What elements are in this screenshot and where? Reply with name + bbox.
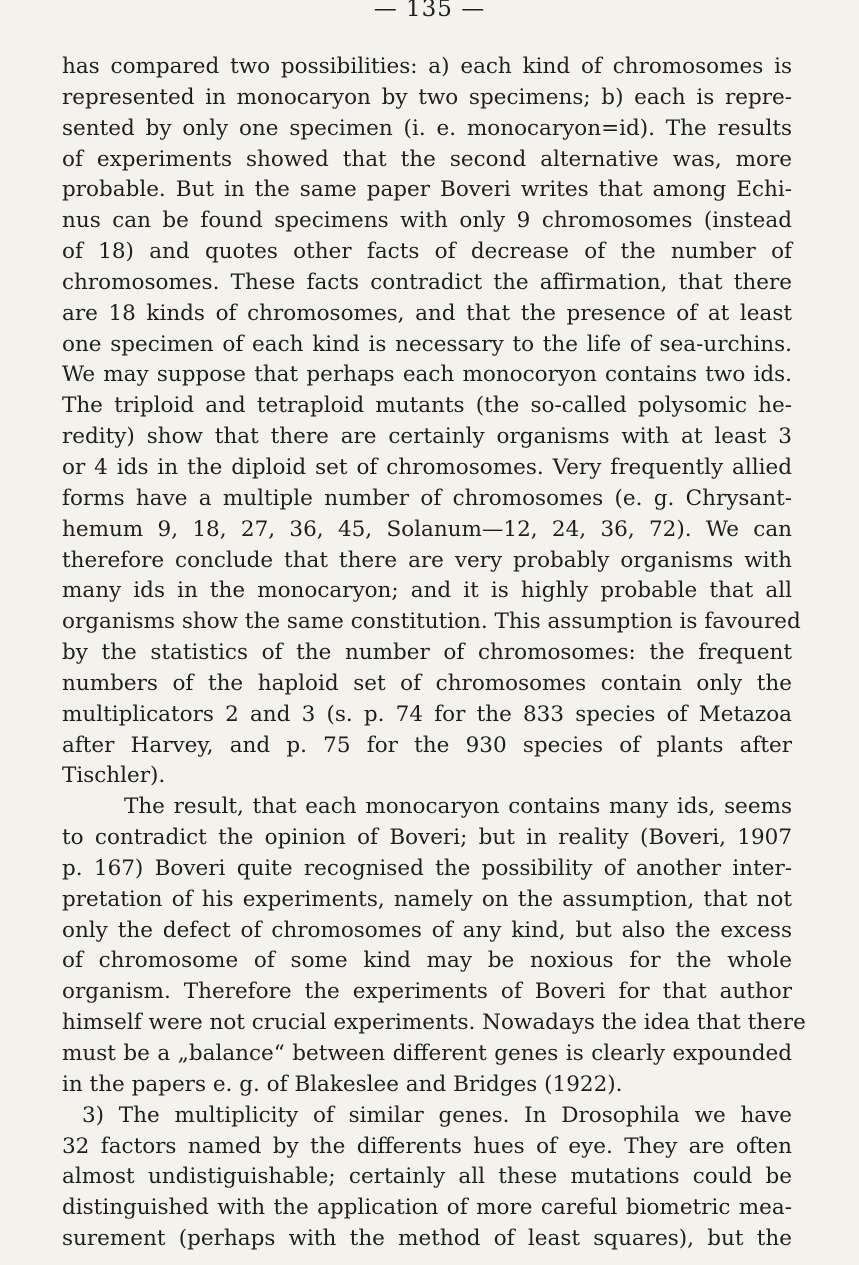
text-line: redity) show that there are certainly organisms with at least 3 — [62, 424, 792, 450]
text-line: We may suppose that perhaps each monocoryon contains two ids. — [62, 362, 792, 388]
text-line: of 18) and quotes other facts of decrease of the number of — [62, 239, 792, 265]
text-line: to contradict the opinion of Boveri; but in reality (Boveri, 1907 — [62, 825, 792, 851]
text-line: nus can be found specimens with only 9 chromosomes (instead — [62, 208, 792, 234]
text-line: hemum 9, 18, 27, 36, 45, Solanum—12, 24, 36, 72). We can — [62, 516, 792, 542]
text-line: pretation of his experiments, namely on the assumption, that not — [62, 886, 792, 912]
page-number: — 135 — — [373, 0, 486, 22]
text-line: chromosomes. These facts contradict the affirmation, that there — [62, 269, 792, 295]
text-line: distinguished with the application of more careful biometric mea- — [62, 1195, 792, 1221]
text-line: sented by only one specimen (i. e. monocaryon=id). The results — [62, 115, 792, 141]
text-line: surement (perhaps with the method of least squares), but the — [62, 1226, 792, 1252]
text-line: 3) The multiplicity of similar genes. In Drosophila we have — [82, 1102, 792, 1128]
text-line: The result, that each monocaryon contains many ids, seems — [124, 794, 792, 820]
text-line: organism. Therefore the experiments of Boveri for that author — [62, 979, 792, 1005]
text-line: in the papers e. g. of Blakeslee and Bridges (1922). — [62, 1071, 623, 1097]
text-line: by the statistics of the number of chromosomes: the frequent — [62, 640, 792, 666]
text-line: are 18 kinds of chromosomes, and that the presence of at least — [62, 300, 792, 326]
text-line: one specimen of each kind is necessary to the life of sea-urchins. — [62, 331, 792, 357]
text-line: represented in monocaryon by two specimens; b) each is repre- — [62, 84, 792, 110]
text-line: must be a „balance“ between different genes is clearly expounded — [62, 1041, 792, 1066]
body-text — [62, 52, 806, 1255]
text-line: only the defect of chromosomes of any kind, but also the excess — [62, 917, 792, 943]
text-line: has compared two possibilities: a) each kind of chromosomes is — [62, 54, 792, 79]
text-line: therefore conclude that there are very probably organisms with — [62, 547, 792, 573]
text-line: multiplicators 2 and 3 (s. p. 74 for the 833 species of Metazoa — [62, 701, 792, 727]
text-line: of experiments showed that the second alternative was, more — [62, 146, 792, 172]
text-line: forms have a multiple number of chromosomes (e. g. Chrysant- — [62, 485, 792, 511]
text-line: numbers of the haploid set of chromosomes contain only the — [62, 670, 792, 696]
text-line: after Harvey, and p. 75 for the 930 species of plants after — [62, 732, 792, 758]
text-line: himself were not crucial experiments. Nowadays the idea that there — [62, 1010, 806, 1036]
text-line: 32 factors named by the differents hues of eye. They are often — [62, 1133, 792, 1159]
text-line: almost undistiguishable; certainly all these mutations could be — [62, 1164, 792, 1190]
text-line: of chromosome of some kind may be noxious for the whole — [62, 948, 792, 974]
text-line: probable. But in the same paper Boveri writes that among Echi- — [62, 177, 792, 203]
text-line: p. 167) Boveri quite recognised the possibility of another inter- — [62, 855, 792, 881]
text-line: Tischler). — [62, 763, 166, 789]
text-line: The triploid and tetraploid mutants (the so-called polysomic he- — [62, 393, 792, 419]
text-line: many ids in the monocaryon; and it is highly probable that all — [62, 578, 792, 604]
text-line: or 4 ids in the diploid set of chromosomes. Very frequently allied — [62, 454, 792, 480]
text-line: organisms show the same constitution. This assumption is favoured — [62, 609, 801, 635]
